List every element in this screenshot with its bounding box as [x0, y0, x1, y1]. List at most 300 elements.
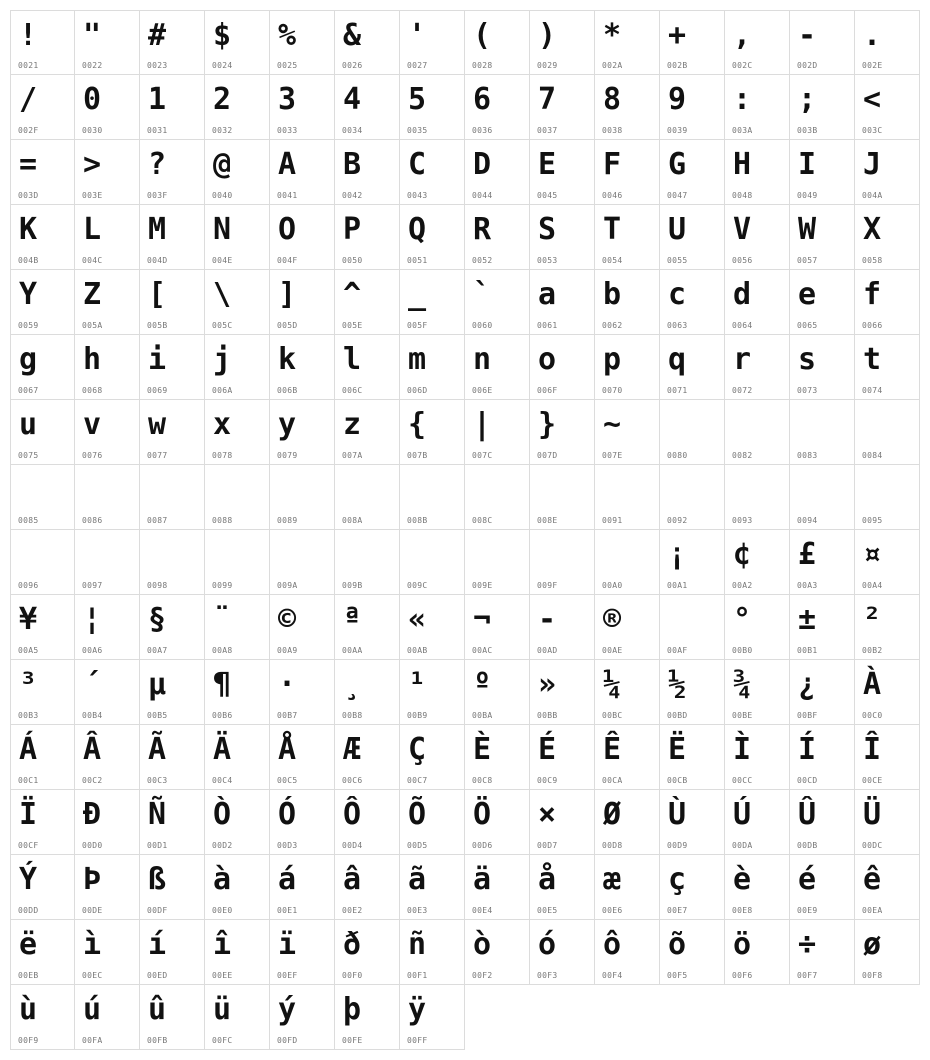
- glyph-char: Ú: [733, 797, 752, 832]
- glyph-char: e: [798, 277, 817, 312]
- glyph-cell: [725, 205, 790, 270]
- glyph-cell: [725, 335, 790, 400]
- glyph-cell: [790, 270, 855, 335]
- glyph-code: 008E: [537, 516, 558, 525]
- glyph-code: 00E3: [407, 906, 428, 915]
- glyph-cell: [75, 465, 140, 530]
- glyph-code: 00BE: [732, 711, 753, 720]
- glyph-code: 0069: [147, 386, 168, 395]
- glyph-cell: [855, 790, 920, 855]
- glyph-char: B: [343, 147, 362, 182]
- glyph-cell: [530, 10, 595, 75]
- glyph-cell: [530, 270, 595, 335]
- glyph-cell: [205, 335, 270, 400]
- glyph-cell: [465, 205, 530, 270]
- glyph-cell: [335, 10, 400, 75]
- glyph-cell: [530, 920, 595, 985]
- glyph-char: ó: [538, 927, 557, 962]
- glyph-code: 002C: [732, 61, 753, 70]
- glyph-code: 00AE: [602, 646, 623, 655]
- glyph-char: Á: [19, 732, 38, 767]
- glyph-cell: [855, 270, 920, 335]
- glyph-cell: [75, 985, 140, 1050]
- glyph-cell: [790, 10, 855, 75]
- glyph-char: J: [863, 147, 882, 182]
- glyph-cell: [530, 725, 595, 790]
- glyph-char: >: [83, 147, 102, 182]
- glyph-cell: [725, 465, 790, 530]
- glyph-char: t: [863, 342, 882, 377]
- glyph-code: 00D5: [407, 841, 428, 850]
- glyph-char: ß: [148, 862, 167, 897]
- glyph-code: 0054: [602, 256, 623, 265]
- glyph-char: ï: [278, 927, 297, 962]
- glyph-cell: [790, 855, 855, 920]
- glyph-char: A: [278, 147, 297, 182]
- glyph-code: 0021: [18, 61, 39, 70]
- glyph-code: 00E8: [732, 906, 753, 915]
- glyph-code: 0074: [862, 386, 883, 395]
- glyph-code: 005D: [277, 321, 298, 330]
- glyph-char: ": [83, 18, 102, 53]
- glyph-char: ý: [278, 992, 297, 1027]
- glyph-char: -: [798, 18, 817, 53]
- glyph-char: ö: [733, 927, 752, 962]
- glyph-code: 00A7: [147, 646, 168, 655]
- glyph-cell: [660, 75, 725, 140]
- glyph-char: ã: [408, 862, 427, 897]
- glyph-cell: [75, 75, 140, 140]
- glyph-code: 00F1: [407, 971, 428, 980]
- glyph-cell: [725, 660, 790, 725]
- glyph-char: »: [538, 667, 557, 702]
- glyph-code: 006F: [537, 386, 558, 395]
- glyph-cell: [140, 920, 205, 985]
- glyph-cell: [140, 10, 205, 75]
- glyph-char: Ñ: [148, 797, 167, 832]
- glyph-cell: [790, 725, 855, 790]
- glyph-cell: [530, 530, 595, 595]
- glyph-char: º: [473, 667, 492, 702]
- glyph-cell: [205, 855, 270, 920]
- glyph-code: 004B: [18, 256, 39, 265]
- glyph-char: c: [668, 277, 687, 312]
- glyph-code: 00F6: [732, 971, 753, 980]
- glyph-code: 00DB: [797, 841, 818, 850]
- glyph-char: ´: [83, 667, 102, 702]
- glyph-char: X: [863, 212, 882, 247]
- glyph-cell: [790, 140, 855, 205]
- glyph-cell: [465, 595, 530, 660]
- glyph-char: Þ: [83, 862, 102, 897]
- glyph-cell: [660, 205, 725, 270]
- glyph-cell: [595, 335, 660, 400]
- glyph-cell: [855, 920, 920, 985]
- glyph-code: 00C4: [212, 776, 233, 785]
- glyph-cell: [595, 855, 660, 920]
- glyph-char: _: [408, 277, 427, 312]
- glyph-cell: [400, 920, 465, 985]
- glyph-code: 00B2: [862, 646, 883, 655]
- glyph-code: 007C: [472, 451, 493, 460]
- glyph-cell: [855, 75, 920, 140]
- glyph-code: 00AD: [537, 646, 558, 655]
- glyph-cell: [660, 660, 725, 725]
- glyph-char: d: [733, 277, 752, 312]
- glyph-code: 003D: [18, 191, 39, 200]
- glyph-cell: [660, 725, 725, 790]
- glyph-char: Ä: [213, 732, 232, 767]
- glyph-code: 0075: [18, 451, 39, 460]
- glyph-code: 0094: [797, 516, 818, 525]
- glyph-char: H: [733, 147, 752, 182]
- glyph-cell: [75, 140, 140, 205]
- glyph-cell: [465, 140, 530, 205]
- glyph-char: õ: [668, 927, 687, 962]
- glyph-code: 00D9: [667, 841, 688, 850]
- glyph-code: 0032: [212, 126, 233, 135]
- glyph-cell: [140, 855, 205, 920]
- glyph-cell: [725, 790, 790, 855]
- glyph-cell: [140, 400, 205, 465]
- glyph-char: ²: [863, 602, 882, 637]
- glyph-char: }: [538, 407, 557, 442]
- glyph-cell: [725, 75, 790, 140]
- glyph-code: 0065: [797, 321, 818, 330]
- glyph-cell: [400, 205, 465, 270]
- glyph-code: 0023: [147, 61, 168, 70]
- glyph-char: \: [213, 277, 232, 312]
- glyph-code: 002B: [667, 61, 688, 70]
- glyph-cell: [465, 660, 530, 725]
- glyph-cell: [465, 465, 530, 530]
- glyph-cell: [790, 790, 855, 855]
- glyph-cell: [790, 465, 855, 530]
- glyph-cell: [725, 400, 790, 465]
- glyph-cell: [725, 270, 790, 335]
- glyph-char: ): [538, 18, 557, 53]
- glyph-cell: [10, 335, 75, 400]
- glyph-char: ô: [603, 927, 622, 962]
- glyph-cell: [75, 335, 140, 400]
- glyph-char: ^: [343, 277, 362, 312]
- glyph-char: u: [19, 407, 38, 442]
- glyph-cell: [465, 10, 530, 75]
- glyph-cell: [660, 335, 725, 400]
- glyph-char: m: [408, 342, 427, 377]
- glyph-cell: [790, 205, 855, 270]
- glyph-cell: [270, 855, 335, 920]
- glyph-char: ü: [213, 992, 232, 1027]
- glyph-code: 00D8: [602, 841, 623, 850]
- glyph-code: 00EC: [82, 971, 103, 980]
- glyph-code: 007E: [602, 451, 623, 460]
- glyph-code: 00FC: [212, 1036, 233, 1045]
- glyph-code: 00F3: [537, 971, 558, 980]
- glyph-char: â: [343, 862, 362, 897]
- glyph-code: 005F: [407, 321, 428, 330]
- glyph-char: Ö: [473, 797, 492, 832]
- glyph-char: ¡: [668, 537, 687, 572]
- glyph-char: Ó: [278, 797, 297, 832]
- glyph-code: 0043: [407, 191, 428, 200]
- glyph-cell: [10, 205, 75, 270]
- glyph-char: Ì: [733, 732, 752, 767]
- glyph-code: 00BF: [797, 711, 818, 720]
- glyph-cell: [725, 10, 790, 75]
- glyph-code: 00F7: [797, 971, 818, 980]
- glyph-char: k: [278, 342, 297, 377]
- glyph-char: n: [473, 342, 492, 377]
- glyph-code: 00D7: [537, 841, 558, 850]
- glyph-code: 0066: [862, 321, 883, 330]
- glyph-char: 8: [603, 82, 622, 117]
- glyph-char: I: [798, 147, 817, 182]
- glyph-cell: [855, 10, 920, 75]
- glyph-code: 005E: [342, 321, 363, 330]
- glyph-code: 00FE: [342, 1036, 363, 1045]
- glyph-cell: [270, 335, 335, 400]
- glyph-code: 0056: [732, 256, 753, 265]
- glyph-code: 006D: [407, 386, 428, 395]
- glyph-code: 00CC: [732, 776, 753, 785]
- glyph-char: È: [473, 732, 492, 767]
- glyph-cell: [595, 10, 660, 75]
- glyph-code: 00F9: [18, 1036, 39, 1045]
- glyph-char: E: [538, 147, 557, 182]
- glyph-cell: [205, 140, 270, 205]
- glyph-char: Û: [798, 797, 817, 832]
- glyph-char: T: [603, 212, 622, 247]
- glyph-code: 0047: [667, 191, 688, 200]
- glyph-code: 0039: [667, 126, 688, 135]
- glyph-code: 0059: [18, 321, 39, 330]
- glyph-code: 006C: [342, 386, 363, 395]
- glyph-char: ~: [603, 407, 622, 442]
- glyph-char: 3: [278, 82, 297, 117]
- glyph-cell: [10, 270, 75, 335]
- glyph-code: 0098: [147, 581, 168, 590]
- glyph-code: 0036: [472, 126, 493, 135]
- glyph-cell: [75, 205, 140, 270]
- glyph-code: 003C: [862, 126, 883, 135]
- glyph-code: 0093: [732, 516, 753, 525]
- glyph-cell: [400, 270, 465, 335]
- glyph-cell: [140, 205, 205, 270]
- glyph-cell: [855, 140, 920, 205]
- glyph-char: ú: [83, 992, 102, 1027]
- glyph-code: 0086: [82, 516, 103, 525]
- glyph-char: s: [798, 342, 817, 377]
- glyph-cell: [335, 920, 400, 985]
- glyph-code: 00A5: [18, 646, 39, 655]
- glyph-cell: [140, 465, 205, 530]
- glyph-cell: [270, 530, 335, 595]
- glyph-code: 00AF: [667, 646, 688, 655]
- glyph-cell: [790, 75, 855, 140]
- glyph-char: ¾: [733, 667, 752, 702]
- glyph-cell: [660, 140, 725, 205]
- glyph-code: 00AA: [342, 646, 363, 655]
- glyph-char: (: [473, 18, 492, 53]
- glyph-code: 00DA: [732, 841, 753, 850]
- glyph-code: 00E6: [602, 906, 623, 915]
- glyph-code: 00EE: [212, 971, 233, 980]
- glyph-char: ®: [603, 602, 622, 637]
- glyph-code: 003A: [732, 126, 753, 135]
- glyph-code: 0051: [407, 256, 428, 265]
- glyph-code: 00E9: [797, 906, 818, 915]
- glyph-cell: [725, 920, 790, 985]
- glyph-char: Z: [83, 277, 102, 312]
- glyph-char: ì: [83, 927, 102, 962]
- glyph-code: 007A: [342, 451, 363, 460]
- glyph-cell: [400, 595, 465, 660]
- glyph-char: ;: [798, 82, 817, 117]
- glyph-code: 00FD: [277, 1036, 298, 1045]
- glyph-char: ¸: [343, 667, 362, 702]
- glyph-code: 0070: [602, 386, 623, 395]
- glyph-code: 002F: [18, 126, 39, 135]
- glyph-cell: [400, 400, 465, 465]
- glyph-char: p: [603, 342, 622, 377]
- glyph-code: 004F: [277, 256, 298, 265]
- glyph-char: l: [343, 342, 362, 377]
- glyph-code: 0082: [732, 451, 753, 460]
- glyph-code: 0026: [342, 61, 363, 70]
- glyph-char: §: [148, 602, 167, 637]
- glyph-char: ?: [148, 147, 167, 182]
- glyph-code: 00DD: [18, 906, 39, 915]
- glyph-cell: [75, 595, 140, 660]
- glyph-cell: [75, 270, 140, 335]
- glyph-cell: [855, 335, 920, 400]
- glyph-char: Å: [278, 732, 297, 767]
- glyph-code: 0062: [602, 321, 623, 330]
- glyph-code: 00B8: [342, 711, 363, 720]
- glyph-cell: [10, 985, 75, 1050]
- glyph-cell: [595, 465, 660, 530]
- glyph-cell: [75, 530, 140, 595]
- glyph-code: 0027: [407, 61, 428, 70]
- glyph-char: o: [538, 342, 557, 377]
- glyph-code: 00FF: [407, 1036, 428, 1045]
- glyph-char: ·: [278, 667, 297, 702]
- glyph-code: 0072: [732, 386, 753, 395]
- glyph-code: 0060: [472, 321, 493, 330]
- glyph-code: 0087: [147, 516, 168, 525]
- glyph-cell: [10, 530, 75, 595]
- glyph-code: 00C6: [342, 776, 363, 785]
- glyph-cell: [335, 270, 400, 335]
- glyph-code: 0097: [82, 581, 103, 590]
- glyph-cell: [205, 270, 270, 335]
- glyph-code: 0088: [212, 516, 233, 525]
- glyph-code: 005C: [212, 321, 233, 330]
- glyph-code: 00C8: [472, 776, 493, 785]
- glyph-code: 00D0: [82, 841, 103, 850]
- glyph-code: 00DC: [862, 841, 883, 850]
- glyph-cell: [270, 790, 335, 855]
- glyph-cell: [530, 140, 595, 205]
- glyph-char: Q: [408, 212, 427, 247]
- glyph-char: ±: [798, 602, 817, 637]
- glyph-char: {: [408, 407, 427, 442]
- glyph-char: 4: [343, 82, 362, 117]
- glyph-code: 00E5: [537, 906, 558, 915]
- glyph-code: 00A9: [277, 646, 298, 655]
- glyph-char: ÷: [798, 927, 817, 962]
- glyph-cell: [790, 595, 855, 660]
- glyph-cell: [270, 985, 335, 1050]
- glyph-code: 0063: [667, 321, 688, 330]
- glyph-cell: [530, 335, 595, 400]
- glyph-code: 00D4: [342, 841, 363, 850]
- glyph-char: ¨: [213, 602, 232, 637]
- glyph-code: 0099: [212, 581, 233, 590]
- glyph-code: 00B6: [212, 711, 233, 720]
- glyph-code: 00CD: [797, 776, 818, 785]
- glyph-cell: [205, 465, 270, 530]
- glyph-char: V: [733, 212, 752, 247]
- glyph-code: 00EB: [18, 971, 39, 980]
- glyph-char: ,: [733, 18, 752, 53]
- glyph-cell: [660, 790, 725, 855]
- glyph-code: 00E0: [212, 906, 233, 915]
- glyph-char: Ç: [408, 732, 427, 767]
- glyph-code: 00A8: [212, 646, 233, 655]
- glyph-char: h: [83, 342, 102, 377]
- glyph-cell: [595, 530, 660, 595]
- glyph-code: 0078: [212, 451, 233, 460]
- glyph-cell: [205, 75, 270, 140]
- glyph-code: 0050: [342, 256, 363, 265]
- glyph-cell: [855, 465, 920, 530]
- glyph-code: 0057: [797, 256, 818, 265]
- glyph-char: r: [733, 342, 752, 377]
- glyph-char: ©: [278, 602, 297, 637]
- glyph-code: 00D3: [277, 841, 298, 850]
- glyph-char: ¹: [408, 667, 427, 702]
- glyph-char: Î: [863, 732, 882, 767]
- glyph-char: C: [408, 147, 427, 182]
- glyph-char: ñ: [408, 927, 427, 962]
- glyph-char: F: [603, 147, 622, 182]
- glyph-char: ×: [538, 797, 557, 832]
- glyph-code: 00C2: [82, 776, 103, 785]
- glyph-cell: [465, 335, 530, 400]
- glyph-code: 00C9: [537, 776, 558, 785]
- glyph-code: 006E: [472, 386, 493, 395]
- glyph-cell: [205, 790, 270, 855]
- glyph-char: <: [863, 82, 882, 117]
- glyph-cell: [75, 855, 140, 920]
- glyph-cell: [595, 595, 660, 660]
- glyph-char: Ô: [343, 797, 362, 832]
- glyph-code: 00B4: [82, 711, 103, 720]
- glyph-cell: [400, 790, 465, 855]
- glyph-cell: [205, 985, 270, 1050]
- glyph-char: á: [278, 862, 297, 897]
- glyph-char: w: [148, 407, 167, 442]
- glyph-code: 003B: [797, 126, 818, 135]
- glyph-cell: [205, 530, 270, 595]
- glyph-cell: [400, 10, 465, 75]
- glyph-code: 0040: [212, 191, 233, 200]
- glyph-char: /: [19, 82, 38, 117]
- glyph-cell: [75, 400, 140, 465]
- glyph-code: 00B7: [277, 711, 298, 720]
